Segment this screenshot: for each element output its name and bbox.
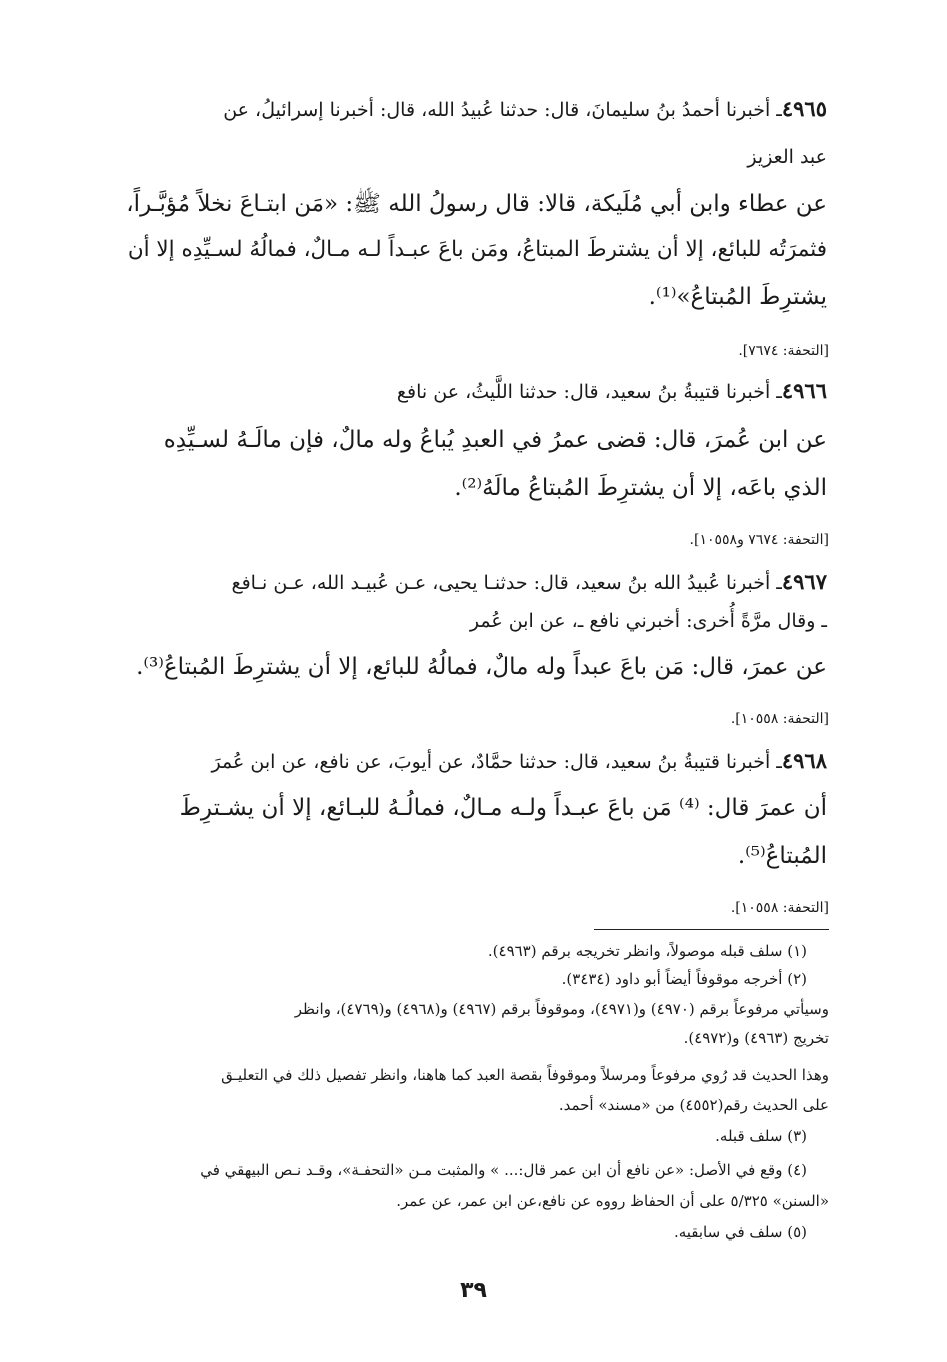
hadith-4967-isnad-2: ـ وقال مرَّةً أُخرى: أخبرني نافع ـ، عن ابن عُمر xyxy=(469,610,827,632)
footnote-2: (٢) أخرجه موقوفاً أيضاً أبو داود (٣٤٣٤). xyxy=(561,970,807,988)
footnote-4: (٤) وقع في الأصل: «عن نافع أن ابن عمر قال:... » والمثبت مـن «التحفـة»، وقـد نـص البيهقي في xyxy=(200,1161,807,1179)
hadith-4968-matn-2: المُبتاعُ⁽⁵⁾. xyxy=(737,843,827,869)
footnote-separator xyxy=(594,929,829,930)
hadith-4966-matn-1: عن ابن عُمرَ، قال: قضى عمرُ في العبدِ يُباعُ وله مالٌ، فإن مالَـهُ لسـيِّدِه xyxy=(163,427,827,453)
hadith-4968-matn-1: أن عمرَ قال: ⁽⁴⁾ مَن باعَ عبـداً ولـه مـالٌ، فمالُـهُ للبـائع، إلا أن يشـترِطَ xyxy=(179,795,827,821)
hadith-4965-isnad-1: ٤٩٦٥ـ أخبرنا أحمدُ بنُ سليمانَ، قال: حدثنا عُبيدُ الله، قال: أخبرنا إسرائيلُ، عن xyxy=(223,96,827,121)
hadith-4966-matn-2: الذي باعَه، إلا أن يشترِطَ المُبتاعُ مالَهُ⁽²⁾. xyxy=(454,475,827,501)
footnote-1: (١) سلف قبله موصولاً، وانظر تخريجه برقم (٤٩٦٣). xyxy=(487,942,807,960)
hadith-4965-matn-3: يشترِطَ المُبتاعُ»⁽¹⁾. xyxy=(648,284,827,310)
footnote-5: (٥) سلف في سابقيه. xyxy=(673,1223,807,1241)
hadith-4967-isnad-1: ٤٩٦٧ـ أخبرنا عُبيدُ الله بنُ سعيد، قال: حدثنـا يحيى، عـن عُبيـد الله، عـن نـافع xyxy=(231,569,827,594)
hadith-4968-tuhfa: [التحفة: ١٠٥٥٨]. xyxy=(730,900,829,916)
hadith-4966-tuhfa: [التحفة: ٧٦٧٤ و١٠٥٥٨]. xyxy=(689,532,829,548)
hadith-4965-isnad-2: عبد العزيز xyxy=(747,146,827,168)
hadith-4967-matn-1: عن عمرَ، قال: مَن باعَ عبداً وله مالٌ، فمالُهُ للبائع، إلا أن يشترِطَ المُبتاعُ⁽³⁾. xyxy=(136,654,827,680)
hadith-4967-tuhfa: [التحفة: ١٠٥٥٨]. xyxy=(730,711,829,727)
hadith-4965-tuhfa: [التحفة: ٧٦٧٤]. xyxy=(738,343,829,359)
hadith-4965-matn-2: فثمرَتُه للبائع، إلا أن يشترطَ المبتاعُ، ومَن باعَ عبـداً لـه مـالٌ، فمالُهُ لسـيِّدِه إلا أن xyxy=(127,237,827,262)
footnote-3: (٣) سلف قبله. xyxy=(715,1127,807,1145)
footnote-2-continued: وهذا الحديث قد رُوي مرفوعاً ومرسلاً وموقوفاً بقصة العبد كما هاهنا، وانظر تفصيل ذلك في التعليـق xyxy=(221,1066,829,1084)
hadith-number: ٤٩٦٥ xyxy=(781,96,827,121)
hadith-4965-matn-1: عن عطاء وابن أبي مُلَيكة، قالا: قال رسولُ الله ﷺ: «مَن ابتـاعَ نخلاً مُؤبَّـراً، xyxy=(126,191,827,217)
hadith-number: ٤٩٦٦ xyxy=(781,378,827,403)
footnote-4-continued: «السنن» ٥/٣٢٥ على أن الحفاظ رووه عن نافع،عن ابن عمر، عن عمر. xyxy=(396,1192,829,1210)
footnote-2-continued: وسيأتي مرفوعاً برقم (٤٩٧٠) و(٤٩٧١)، وموقوفاً برقم (٤٩٦٧) و(٤٩٦٨) و(٤٧٦٩)، وانظر xyxy=(294,1000,829,1018)
hadith-number: ٤٩٦٧ xyxy=(781,569,827,594)
page-number: ٣٩ xyxy=(460,1278,487,1303)
hadith-number: ٤٩٦٨ xyxy=(781,748,827,773)
footnote-2-continued: تخريج (٤٩٦٣) و(٤٩٧٢). xyxy=(683,1029,829,1047)
footnote-2-continued: على الحديث رقم(٤٥٥٢) من «مسند» أحمد. xyxy=(558,1096,829,1114)
hadith-4966-isnad-1: ٤٩٦٦ـ أخبرنا قتيبةُ بنُ سعيد، قال: حدثنا اللَّيثُ، عن نافع xyxy=(396,378,827,403)
hadith-4968-isnad-1: ٤٩٦٨ـ أخبرنا قتيبةُ بنُ سعيد، قال: حدثنا حمَّادٌ، عن أيوبَ، عن نافع، عن ابن عُمرَ xyxy=(211,748,827,773)
